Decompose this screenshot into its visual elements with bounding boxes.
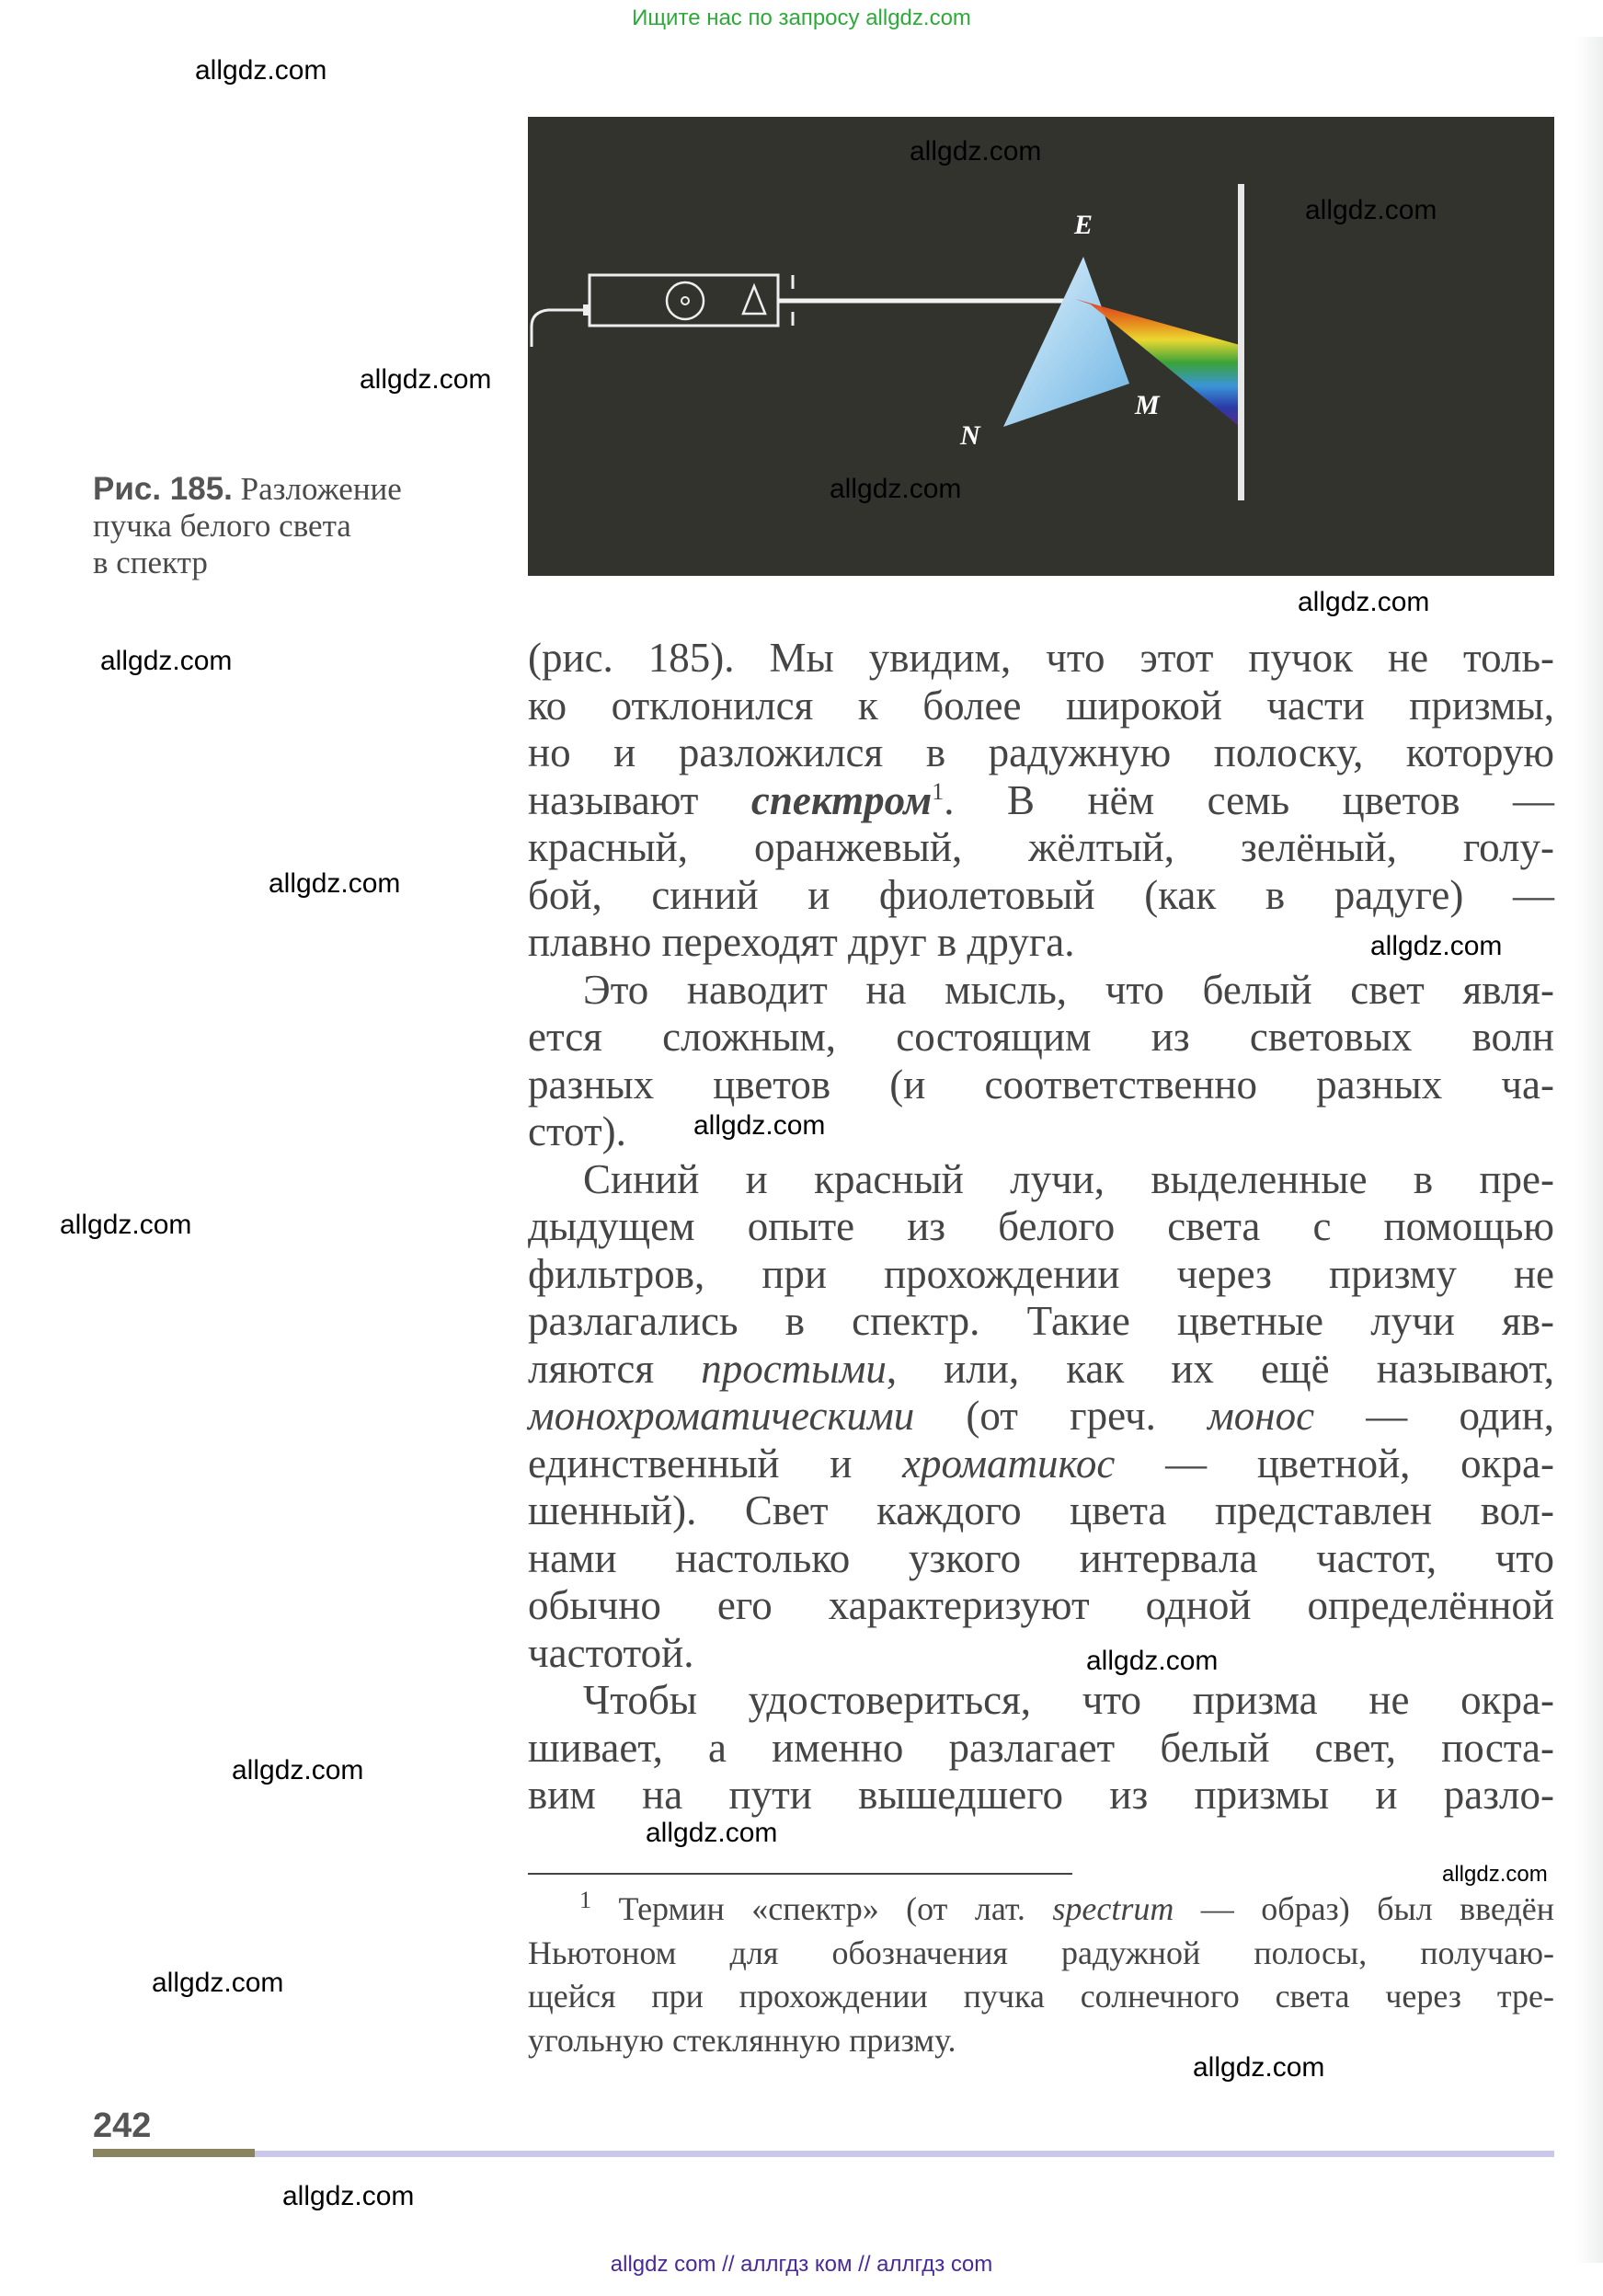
footnote-line <box>528 2019 1554 2063</box>
watermark: allgdz.com <box>360 364 492 395</box>
text-line <box>528 1725 1554 1773</box>
watermark: allgdz.com <box>1370 931 1503 961</box>
bottom-site-links[interactable]: allgdz com // аллгдз ком // аллгдз com <box>610 2252 993 2277</box>
text-line <box>528 635 1554 683</box>
page-number: 242 <box>93 2107 152 2145</box>
caption-line: пучка белого света <box>93 508 351 544</box>
body-text <box>528 635 1554 1820</box>
text-segment: ко отклонился к более широкой части призмы, <box>528 682 1554 729</box>
text-line <box>528 1535 1554 1583</box>
text-line <box>528 1108 1554 1156</box>
text-segment: фильтров, при прохождении через призму не <box>528 1250 1554 1297</box>
watermark: allgdz.com <box>646 1818 778 1848</box>
emphasized-term: простыми <box>701 1345 887 1392</box>
label-n: N <box>960 420 980 451</box>
text-segment: Термин «спектр» (от лат. <box>591 1890 1053 1927</box>
footnote-marker: 1 <box>932 777 945 805</box>
watermark: allgdz.com <box>693 1110 826 1141</box>
text-line <box>528 1441 1554 1488</box>
caption-line: в спектр <box>93 545 208 580</box>
text-segment: дыдущем опыте из белого света с помощью <box>528 1203 1554 1249</box>
figure-185-prism-diagram <box>528 117 1554 576</box>
emphasized-term: хроматикос <box>902 1440 1116 1487</box>
emphasized-term: spectrum <box>1052 1890 1174 1927</box>
text-segment: единственный и <box>528 1440 903 1487</box>
watermark: allgdz.com <box>1086 1646 1219 1676</box>
top-search-banner[interactable]: Ищите нас по запросу allgdz.com <box>632 6 971 30</box>
text-segment: обычно его характеризуют одной определённой <box>528 1582 1554 1628</box>
watermark: allgdz.com <box>910 136 1042 166</box>
text-line <box>528 683 1554 730</box>
text-segment: ляются <box>528 1345 702 1392</box>
text-segment: шенный). Свет каждого цвета представлен вол- <box>528 1487 1554 1533</box>
footnote <box>528 1888 1554 2062</box>
watermark: allgdz.com <box>100 646 233 676</box>
watermark: allgdz.com <box>232 1755 364 1785</box>
text-segment: — один, <box>1314 1393 1555 1439</box>
text-line <box>528 1014 1554 1062</box>
label-m: M <box>1135 390 1160 420</box>
text-segment: стот). <box>528 1108 626 1154</box>
text-line <box>528 1393 1554 1441</box>
watermark: allgdz.com <box>195 55 327 86</box>
text-line <box>528 1630 1554 1678</box>
text-segment: щейся при прохождении пучка солнечного света через тре- <box>528 1978 1554 2015</box>
footnote-line <box>528 1975 1554 2019</box>
text-line <box>528 1677 1554 1725</box>
text-line <box>528 872 1554 920</box>
text-line <box>528 1487 1554 1535</box>
text-segment: разных цветов (и соответственно разных ча- <box>528 1061 1554 1108</box>
watermark: allgdz.com <box>282 2181 415 2211</box>
watermark: allgdz.com <box>1305 195 1437 225</box>
light-source-box <box>532 275 793 347</box>
text-segment: . В нём семь цветов — <box>944 776 1555 823</box>
text-segment: Синий и красный лучи, выделенные в пре- <box>583 1155 1554 1202</box>
watermark: allgdz.com <box>830 474 962 504</box>
text-segment: Это наводит на мысль, что белый свет явля- <box>583 966 1554 1013</box>
triangle-icon <box>743 286 765 314</box>
lens-icon <box>667 282 704 319</box>
text-line <box>528 1251 1554 1299</box>
emphasized-term: монос <box>1208 1393 1315 1439</box>
text-segment: Чтобы удостовериться, что призма не окра- <box>583 1677 1554 1723</box>
watermark: allgdz.com <box>1298 587 1430 617</box>
figure-caption <box>93 471 479 581</box>
text-line <box>528 1772 1554 1820</box>
watermark: allgdz.com <box>1193 2052 1325 2083</box>
text-segment: вим на пути вышедшего из призмы и разло- <box>528 1772 1554 1818</box>
text-line <box>528 1582 1554 1630</box>
text-line <box>528 967 1554 1015</box>
text-segment: ется сложным, состоящим из световых волн <box>528 1014 1554 1060</box>
text-segment: красный, оранжевый, жёлтый, зелёный, голу- <box>528 824 1554 870</box>
label-e: E <box>1074 210 1093 240</box>
watermark: allgdz.com <box>1442 1862 1548 1887</box>
text-segment: угольную стеклянную призму. <box>528 2021 956 2059</box>
watermark: allgdz.com <box>60 1210 192 1240</box>
text-line <box>528 1346 1554 1394</box>
footnote-line <box>528 1932 1554 1976</box>
prism <box>1003 257 1129 427</box>
text-segment: шивает, а именно разлагает белый свет, поста- <box>528 1724 1554 1771</box>
text-segment: плавно переходят друг в друга. <box>528 919 1075 965</box>
screen <box>1238 184 1244 500</box>
page-edge-shadow <box>1575 37 1603 2263</box>
text-segment: — образ) был введён <box>1174 1890 1554 1927</box>
watermark: allgdz.com <box>269 868 401 899</box>
text-segment: частотой. <box>528 1629 694 1676</box>
footer-bar-accent <box>93 2149 255 2157</box>
footnote-marker: 1 <box>579 1887 591 1913</box>
text-line <box>528 1203 1554 1251</box>
text-line <box>528 1156 1554 1204</box>
watermark: allgdz.com <box>152 1968 284 1998</box>
text-line <box>528 824 1554 872</box>
text-segment: (от греч. <box>914 1393 1208 1439</box>
emphasized-term: монохроматическими <box>528 1393 915 1439</box>
caption-line: Разложение <box>240 471 402 507</box>
text-segment: (рис. 185). Мы увидим, что этот пучок не толь- <box>528 635 1554 681</box>
text-line <box>528 1298 1554 1346</box>
emphasized-term: спектром <box>750 776 933 823</box>
text-line <box>528 777 1554 825</box>
caption-label: Рис. 185. <box>93 471 233 507</box>
footer-bar <box>255 2151 1554 2157</box>
text-segment: нами настолько узкого интервала частот, что <box>528 1534 1554 1581</box>
text-segment: — цветной, окра- <box>1115 1440 1554 1487</box>
footnote-divider <box>528 1873 1072 1875</box>
text-segment: , или, как их ещё называют, <box>886 1345 1554 1392</box>
text-segment: но и разложился в радужную полоску, которую <box>528 729 1554 775</box>
text-segment: называют <box>528 776 751 823</box>
text-segment: разлагались в спектр. Такие цветные лучи яв- <box>528 1298 1554 1344</box>
footnote-line <box>528 1888 1554 1932</box>
text-segment: Ньютоном для обозначения радужной полосы, получаю- <box>528 1934 1554 1971</box>
text-line <box>528 729 1554 777</box>
text-line <box>528 1062 1554 1109</box>
text-segment: бой, синий и фиолетовый (как в радуге) — <box>528 871 1554 918</box>
